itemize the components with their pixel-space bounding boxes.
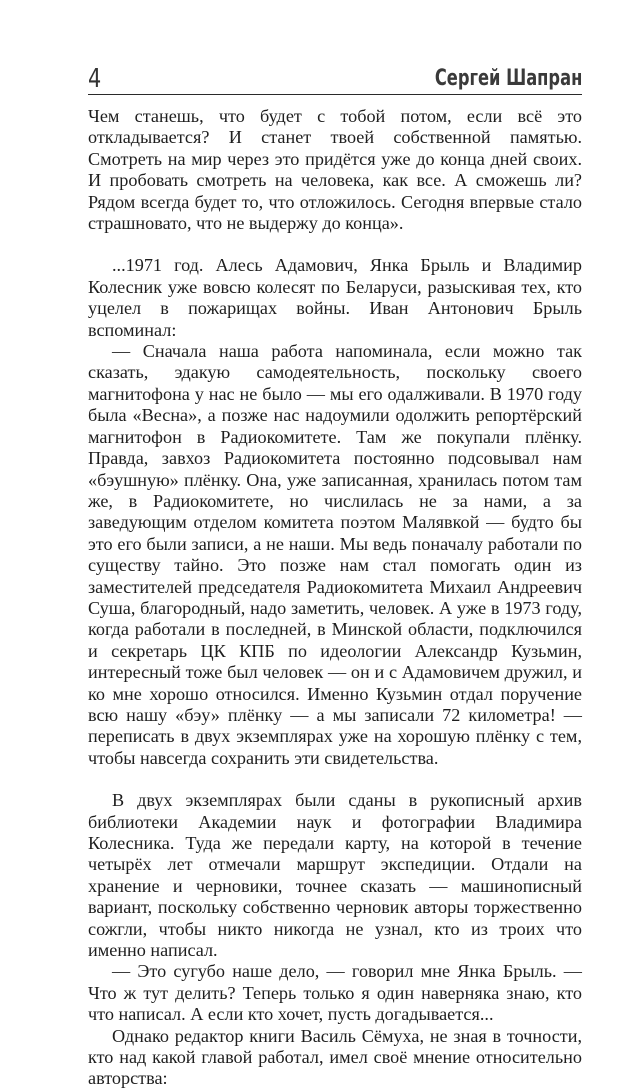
paragraph-quote-ending: Чем станешь, что будет с тобой потом, если всё это откладывается? И станет твоей собственной памятью. Смотреть на мир через это придётся уже до конца дней своих. И пробовать смотреть на человека, как все. А сможешь ли? Рядом всегда будет то, что отложилось. Сегодня впервые стало страшновато, что не выдержу до конца». [88,106,582,234]
paragraph-archive: В двух экземплярах были сданы в рукописный архив библиотеки Академии наук и фотографии Владимира Колесника. Туда же передали карту, на которой в течение четырёх лет отмечали маршрут экспедиции. Отдали на хранение и черновики, точнее сказать — машинописный вариант, поскольку собственно черновик авторы торжественно сожгли, чтобы никто никогда не узнал, кто из троих что именно написал. [88,790,582,961]
paragraph-editor: Однако редактор книги Василь Сёмуха, не зная в точности, кто над какой главой работал, имел своё мнение относительно авторства: [88,1025,582,1089]
paragraph-bryl-quote: — Это сугубо наше дело, — говорил мне Янка Брыль. — Что ж тут делить? Теперь только я один наверняка знаю, кто что написал. А если кто хочет, пусть догадывается... [88,961,582,1025]
paragraph-expedition: ...1971 год. Алесь Адамович, Янка Брыль и Владимир Колесник уже вовсю колесят по Беларуси, разыскивая тех, кто уцелел в пожарищах войны. Иван Антонович Брыль вспоминал: [88,255,582,340]
running-head [88,60,582,95]
paragraph-bryl-recollection: — Сначала наша работа напоминала, если можно так сказать, эдакую самодеятельность, поскольку своего магнитофона у нас не было — мы его одалживали. В 1970 году была «Весна», а позже нас надоумили одолжить репортёрский магнитофон в Радиокомитете. Там же покупали плёнку. Правда, завхоз Радиокомитета постоянно подсовывал нам «бэушную» плёнку. Она, уже записанная, хранилась потом там же, в Радиокомитете, но числилась не за нами, а за заведующим отделом комитета поэтом Малявкой — будто бы это его были записи, а не наши. Мы ведь поначалу работали по существу тайно. Это позже нам стал помогать один из заместителей председателя Радиокомитета Михаил Андреевич Суша, благородный, надо заметить, человек. А уже в 1973 году, когда работали в последней, в Минской области, подключился и секретарь ЦК КПБ по идеологии Александр Кузьмин, интересный тоже был человек — он и с Адамовичем дружил, и ко мне хорошо относился. Именно Кузьмин отдал поручение всю нашу «бэу» плёнку — а мы записали 72 километра! — переписать в двух экземплярах уже на хорошую плёнку с тем, чтобы навсегда сохранить эти свидетельства. [88,341,582,768]
page-number: 4 [88,64,102,94]
running-head-author: Сергей Шапран [434,66,582,91]
body-text [88,106,582,1090]
